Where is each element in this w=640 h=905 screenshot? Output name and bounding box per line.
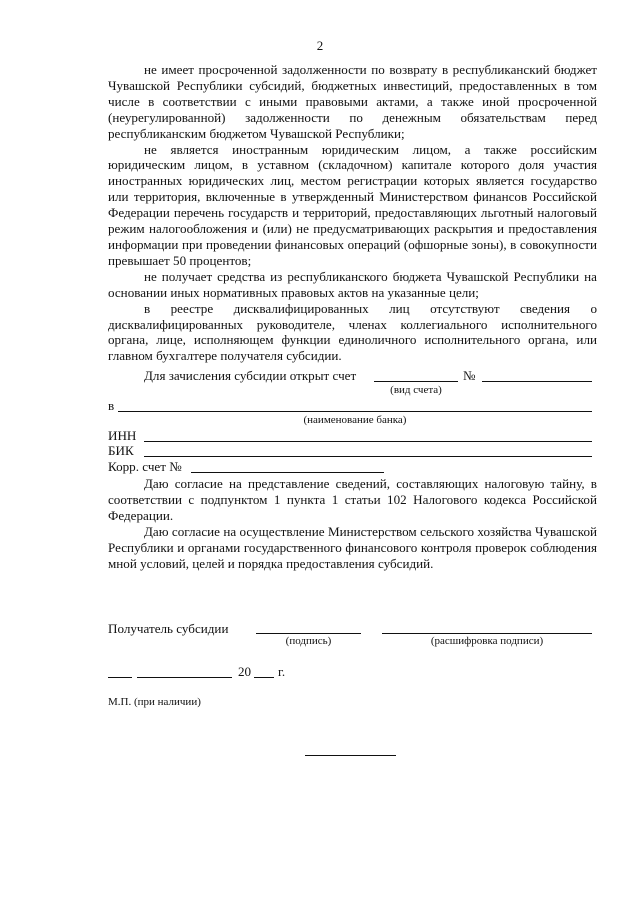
signature-caption: (подпись) <box>285 635 332 647</box>
inn-field[interactable] <box>144 441 592 442</box>
bik-label: БИК <box>108 443 134 458</box>
page-number: 2 <box>316 38 324 53</box>
inn-label: ИНН <box>108 428 137 443</box>
condition-no-debt: не имеет просроченной задолженности по возврату в республиканский бюджет Чувашской Республики субсидий, бюджетных инвестиций, предоставленных в том числе в соответствии с иными правовыми актами, а также иной просроченной (неурегулированной) задолженности по денежным обязательствам перед республиканским бюджетом Чувашской Республики; <box>108 62 597 141</box>
corr-account-field[interactable] <box>191 472 384 473</box>
account-type-field[interactable] <box>374 381 458 382</box>
date-day-field[interactable] <box>108 677 132 678</box>
account-type-caption: (вид счета) <box>390 384 442 396</box>
stamp-note: М.П. (при наличии) <box>108 696 201 708</box>
number-sign: № <box>463 368 476 383</box>
date-year-suffix: г. <box>278 664 286 679</box>
date-month-field[interactable] <box>137 677 232 678</box>
condition-not-disqualified: в реестре дисквалифицированных лиц отсутствуют сведения о дисквалифицированных руководителе, членах коллегиального исполнительного органа, лице, исполняющем функции единоличного исполнительного органа, или главном бухгалтере получателя субсидии. <box>108 300 597 364</box>
consent-inspection: Даю согласие на осуществление Министерством сельского хозяйства Чувашской Республики и органами государственного финансового контроля проверок соблюдения мной условий, целей и порядка предоставления субсидий. <box>108 523 597 571</box>
account-number-field[interactable] <box>482 381 592 382</box>
recipient-label: Получатель субсидии <box>108 621 229 636</box>
account-text: Для зачисления субсидии открыт счет <box>144 368 357 383</box>
end-divider <box>305 755 396 756</box>
consent-tax-secret: Даю согласие на представление сведений, составляющих налоговую тайну, в соответствии с подпунктом 1 пункта 1 статьи 102 Налогового кодекса Российской Федерации. <box>108 476 597 523</box>
corr-account-label: Корр. счет № <box>108 459 182 474</box>
decoding-caption: (расшифровка подписи) <box>430 635 544 647</box>
bank-prefix: в <box>108 398 115 413</box>
date-year-prefix: 20 <box>238 664 252 679</box>
bik-field[interactable] <box>144 456 592 457</box>
bank-name-field[interactable] <box>118 411 592 412</box>
bank-caption: (наименование банка) <box>303 414 407 426</box>
signature-field[interactable] <box>256 633 361 634</box>
signature-decoding-field[interactable] <box>382 633 592 634</box>
consents <box>108 476 597 571</box>
condition-no-other-funds: не получает средства из республиканского бюджета Чувашской Республики на основании иных нормативных правовых актов на указанные цели; <box>108 268 597 300</box>
condition-not-foreign: не является иностранным юридическим лицом, а также российским юридическим лицом, в уставном (складочном) капитале которого доля участия иностранных юридических лиц, местом регистрации которых является государство или территория, включенные в утвержденный Министерством финансов Российской Федерации перечень государств и территорий, предоставляющих льготный налоговый режим налогообложения и (или) не предусматривающих раскрытия и предоставления информации при проведении финансовых операций (офшорные зоны), в совокупности превышает 50 процентов; <box>108 141 597 268</box>
conditions-list <box>108 62 597 364</box>
account-line <box>144 368 356 384</box>
date-year-field[interactable] <box>254 677 274 678</box>
